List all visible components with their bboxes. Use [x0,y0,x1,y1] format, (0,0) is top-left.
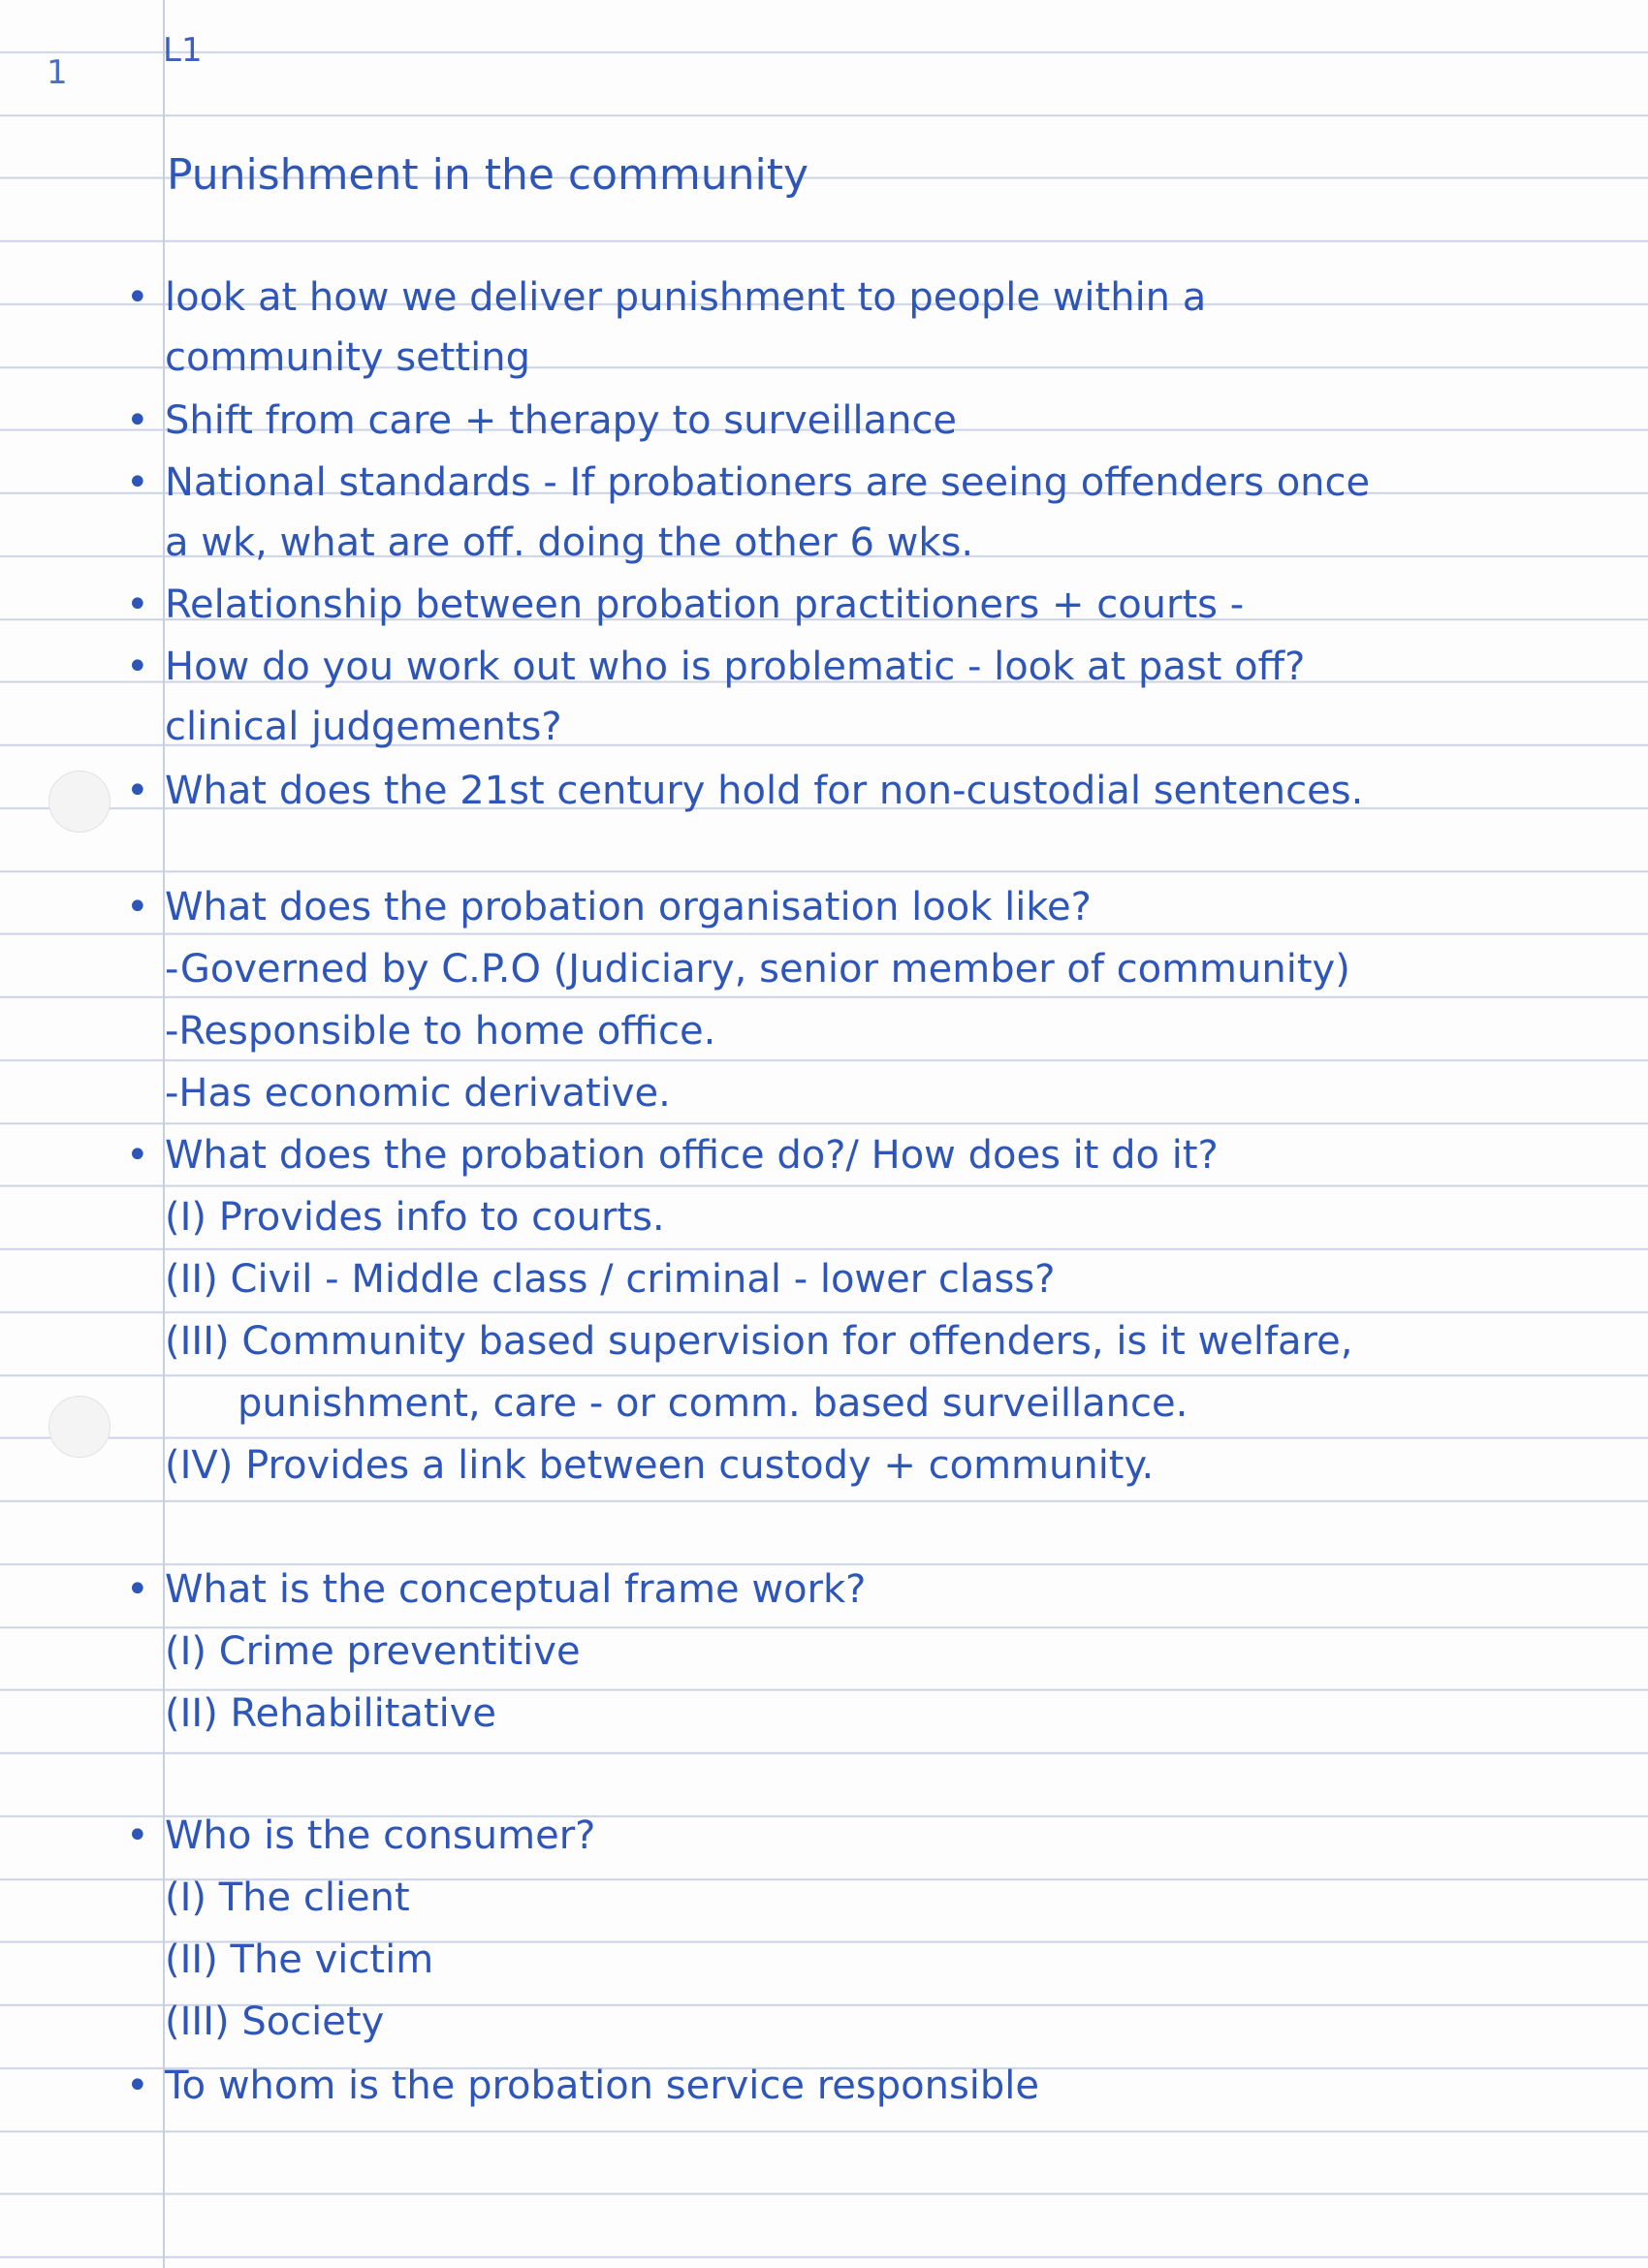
note-line: How do you work out who is problematic - look at past off? [165,645,1306,689]
punch-hole [48,1396,111,1458]
note-line: (II) Civil - Middle class / criminal - lower class? [165,1257,1056,1302]
note-line: community setting [165,335,530,380]
note-line: Shift from care + therapy to surveillance [165,398,958,443]
page-title: Punishment in the community [167,150,809,200]
bullet-marker: • [126,1133,149,1178]
page-corner-number: 1 [47,53,68,92]
note-line: National standards - If probationers are seeing offenders once [165,460,1371,505]
note-line: -Has economic derivative. [165,1071,671,1116]
note-line: (II) The victim [165,1937,434,1982]
punch-hole [48,771,111,833]
note-line: (III) Society [165,2000,385,2044]
note-line: -Responsible to home office. [165,1009,716,1054]
note-line: To whom is the probation service responsible [165,2063,1040,2108]
note-line: clinical judgements? [165,705,562,749]
note-line: (III) Community based supervision for offenders, is it welfare, [165,1319,1353,1364]
bullet-marker: • [126,275,149,320]
note-line: What is the conceptual frame work? [165,1567,867,1612]
note-line: a wk, what are off. doing the other 6 wks. [165,520,974,565]
note-line: punishment, care - or comm. based surveillance. [238,1381,1188,1426]
bullet-marker: • [126,398,149,443]
bullet-marker: • [126,885,149,929]
note-line: (I) Provides info to courts. [165,1195,665,1240]
lecture-number: L1 [163,31,203,70]
bullet-marker: • [126,1813,149,1858]
bullet-marker: • [126,583,149,627]
note-line: What does the probation office do?/ How does it do it? [165,1133,1219,1178]
bullet-marker: • [126,2063,149,2108]
bullet-marker: • [126,460,149,505]
note-line: (IV) Provides a link between custody + community. [165,1443,1155,1488]
note-line: (II) Rehabilitative [165,1691,496,1736]
note-line: What does the 21st century hold for non-custodial sentences. [165,769,1364,813]
note-line: Who is the consumer? [165,1813,596,1858]
bullet-marker: • [126,769,149,813]
note-line: (I) Crime preventitive [165,1629,581,1674]
note-line: What does the probation organisation look like? [165,885,1092,929]
bullet-marker: • [126,645,149,689]
note-line: -Governed by C.P.O (Judiciary, senior member of community) [165,947,1350,992]
note-line: (I) The client [165,1875,410,1920]
note-line: look at how we deliver punishment to people within a [165,275,1207,320]
bullet-marker: • [126,1567,149,1612]
note-line: Relationship between probation practitioners + courts - [165,583,1245,627]
